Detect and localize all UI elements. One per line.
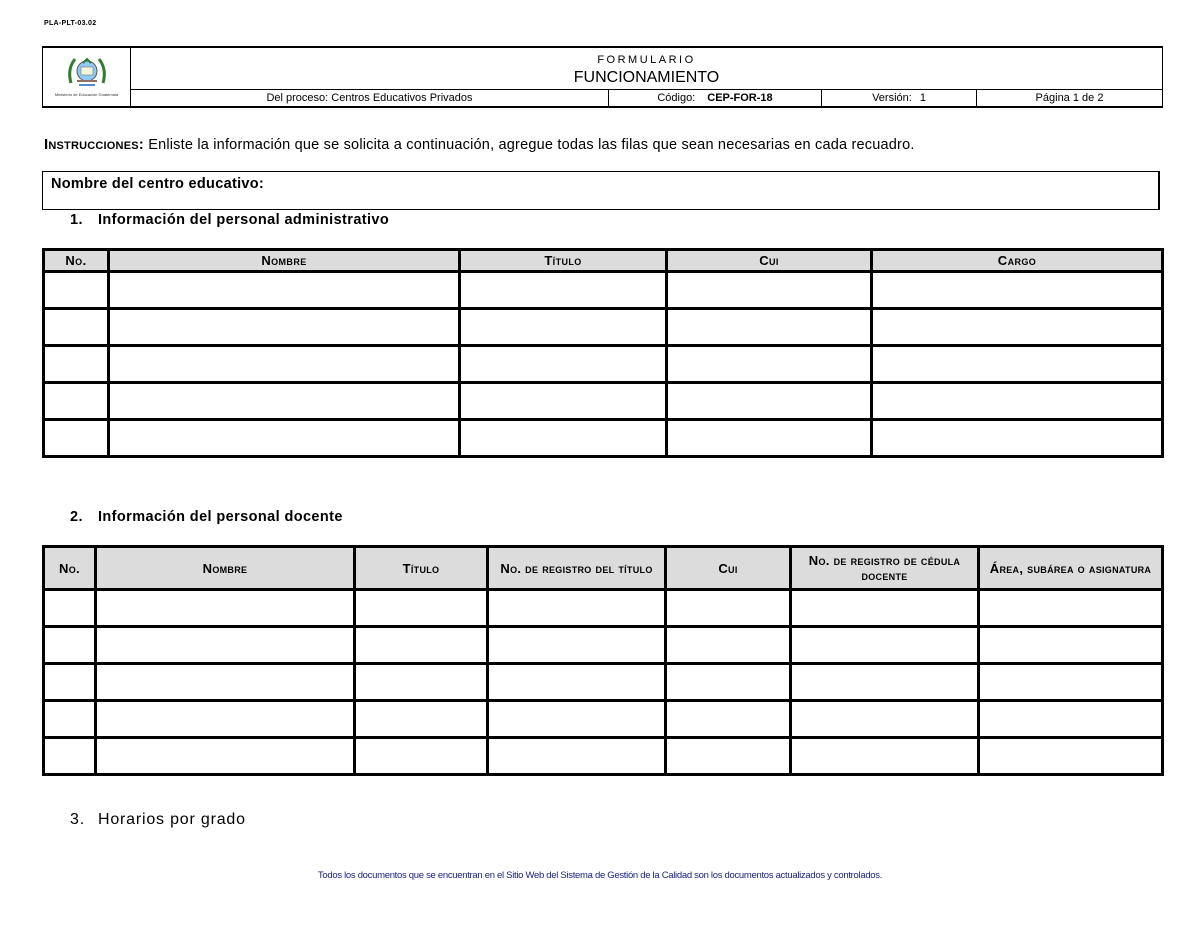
table-cell[interactable] [667,383,872,420]
table-row [44,309,1163,346]
table-cell[interactable] [44,590,96,627]
table-cell[interactable] [667,309,872,346]
table-cell[interactable] [109,420,460,457]
table-cell[interactable] [96,664,355,701]
form-label: FORMULARIO [597,54,696,66]
table-header-row [44,547,1163,590]
table-row [44,420,1163,457]
table-cell[interactable] [96,590,355,627]
section-1-title: Información del personal administrativo [98,212,390,228]
table-cell[interactable] [44,346,109,383]
table-row [44,272,1163,309]
table-row [44,383,1163,420]
table-row [44,627,1163,664]
table-cell[interactable] [667,346,872,383]
table-cell[interactable] [44,738,96,775]
table-cell[interactable] [488,627,666,664]
table-cell[interactable] [791,590,979,627]
table-cell[interactable] [44,627,96,664]
instructions-text: Enliste la información que se solicita a continuación, agregue todas las filas que sean necesarias en cada recuadro. [143,137,915,153]
table-cell[interactable] [488,701,666,738]
col-header-no: No. [44,547,96,590]
table-cell[interactable] [488,664,666,701]
table-cell[interactable] [109,272,460,309]
table-cell[interactable] [96,701,355,738]
table-cell[interactable] [666,701,791,738]
footer-note: Todos los documentos que se encuentran en el Sitio Web del Sistema de Gestión de la Calidad son los documentos actualizados y controlados. [317,870,883,881]
document-code: PLA-PLT-03.02 [44,20,97,27]
table-cell[interactable] [667,272,872,309]
table-header-row [44,250,1163,272]
version-cell [822,90,977,106]
col-header-titulo: Título [460,250,667,272]
col-header-area: Área, subárea o asignatura [979,547,1163,590]
table-row [44,738,1163,775]
table-cell[interactable] [979,627,1163,664]
table-cell[interactable] [872,346,1163,383]
table-cell[interactable] [872,272,1163,309]
instructions-lead: Instrucciones: [44,136,144,153]
table-row [44,664,1163,701]
section-2-heading [70,509,343,525]
table-cell[interactable] [44,383,109,420]
table-cell[interactable] [355,590,488,627]
table-cell[interactable] [109,309,460,346]
version-label: Versión: [872,92,912,104]
col-header-titulo: Título [355,547,488,590]
table-cell[interactable] [666,738,791,775]
section-2-number: 2. [70,509,83,525]
logo-cell [43,48,131,106]
table-cell[interactable] [872,383,1163,420]
section-3-number: 3. [70,811,85,828]
table-cell[interactable] [460,309,667,346]
code-cell [609,90,822,106]
col-header-cui: Cui [667,250,872,272]
table-cell[interactable] [44,664,96,701]
ministry-caption: Ministerio de Educación Guatemala [54,92,119,97]
coat-of-arms-icon [65,53,109,91]
version-value: 1 [919,92,926,104]
table-cell[interactable] [791,664,979,701]
table-cell[interactable] [872,309,1163,346]
table-cell[interactable] [666,627,791,664]
header-info-row [131,89,1162,106]
col-header-cui: Cui [666,547,791,590]
table-cell[interactable] [791,738,979,775]
table-cell[interactable] [109,346,460,383]
table-cell[interactable] [460,383,667,420]
col-header-cargo: Cargo [872,250,1163,272]
instructions [44,136,915,153]
table-cell[interactable] [44,309,109,346]
table-cell[interactable] [44,272,109,309]
code-label: Código: [657,92,696,104]
table-row [44,590,1163,627]
table-row [44,346,1163,383]
table-cell[interactable] [666,664,791,701]
table-cell[interactable] [979,664,1163,701]
table-cell[interactable] [979,701,1163,738]
page-cell [977,90,1162,106]
table-cell[interactable] [44,701,96,738]
process-text: Del proceso: Centros Educativos Privados [266,92,473,104]
process-cell [131,90,609,106]
col-header-registro-cedula: No. de registro de cédula docente [791,547,979,590]
table-row [44,701,1163,738]
table-cell[interactable] [979,738,1163,775]
table-cell[interactable] [488,590,666,627]
section-1-heading [70,212,389,228]
table-cell[interactable] [355,627,488,664]
table-cell[interactable] [355,738,488,775]
page-indicator: Página 1 de 2 [1035,92,1104,104]
table-cell[interactable] [791,627,979,664]
form-title: FUNCIONAMIENTO [573,69,720,86]
section-1-number: 1. [70,212,83,228]
table-cell[interactable] [872,420,1163,457]
table-cell[interactable] [355,664,488,701]
col-header-registro-titulo: No. de registro del título [488,547,666,590]
teaching-staff-table [42,545,1164,776]
table-cell[interactable] [488,738,666,775]
table-cell[interactable] [667,420,872,457]
table-cell[interactable] [96,738,355,775]
table-cell[interactable] [791,701,979,738]
center-name-label: Nombre del centro educativo: [51,176,265,192]
table-cell[interactable] [355,701,488,738]
col-header-nombre: Nombre [109,250,460,272]
section-3-heading [70,811,246,829]
code-value: CEP-FOR-18 [707,92,773,104]
section-2-title: Información del personal docente [98,509,343,525]
table-cell[interactable] [44,420,109,457]
form-header [42,46,1163,108]
table-cell[interactable] [666,590,791,627]
table-cell[interactable] [460,420,667,457]
col-header-no: No. [44,250,109,272]
table-cell[interactable] [460,346,667,383]
col-header-nombre: Nombre [96,547,355,590]
table-cell[interactable] [979,590,1163,627]
table-cell[interactable] [96,627,355,664]
center-name-field[interactable] [42,171,1160,210]
table-cell[interactable] [109,383,460,420]
admin-staff-table [42,248,1164,458]
table-cell[interactable] [460,272,667,309]
section-3-title: Horarios por grado [98,811,246,828]
